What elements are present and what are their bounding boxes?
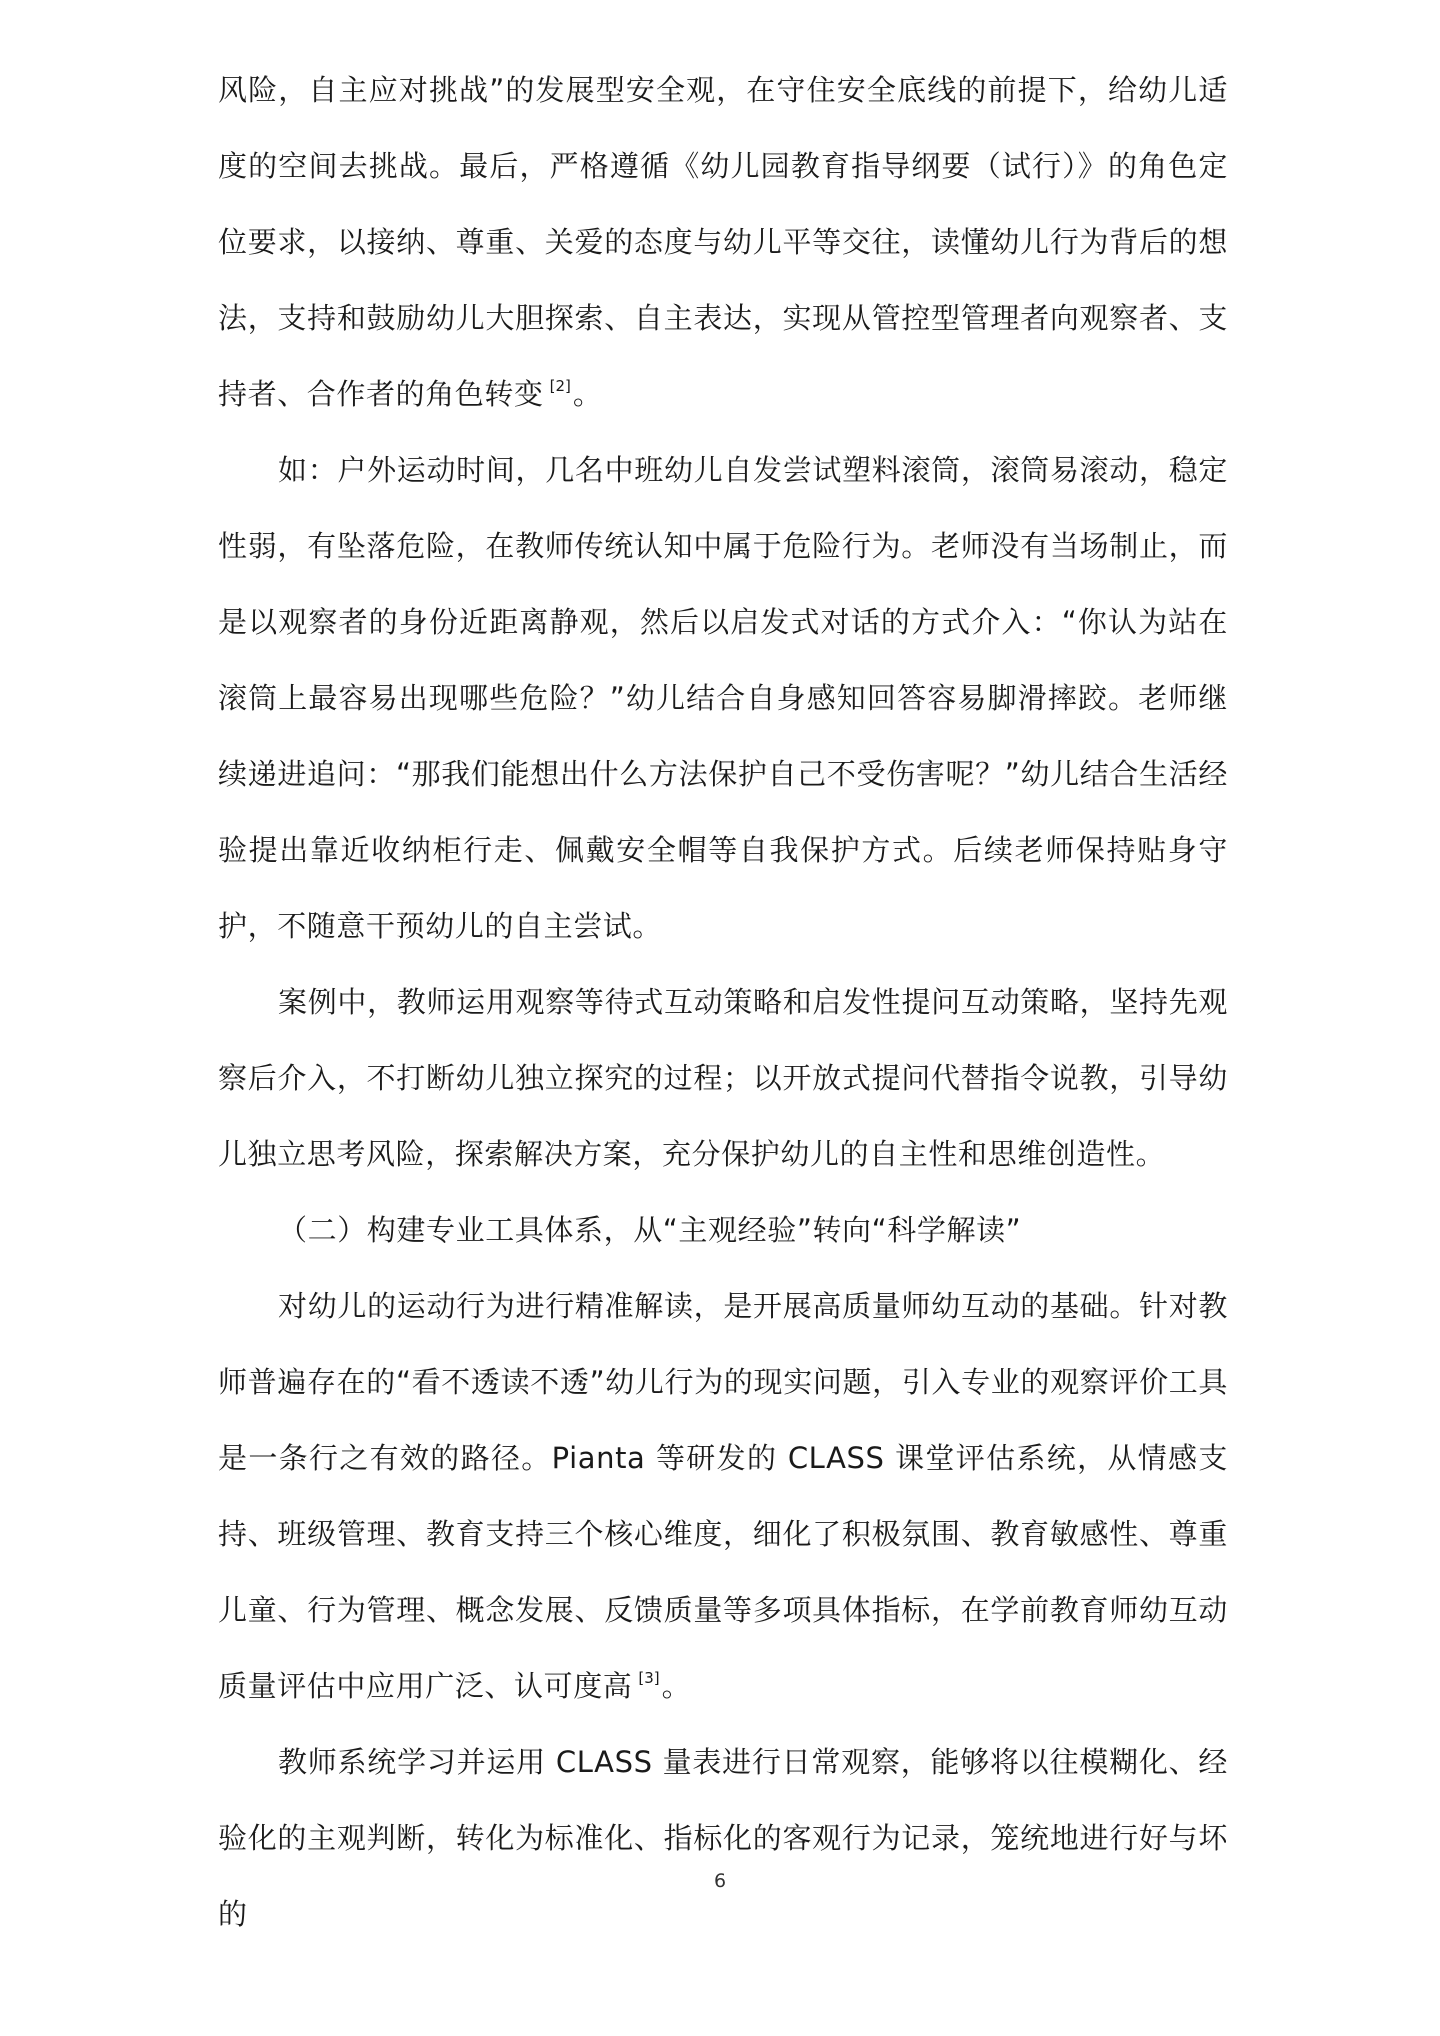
page-number: 6 <box>713 1870 727 1892</box>
paragraph-tools <box>218 1268 1228 1724</box>
paragraph-text: 案例中，教师运用观察等待式互动策略和启发性提问互动策略，坚持先观察后介入，不打断幼儿独立探究的过程；以开放式提问代替指令说教，引导幼儿独立思考风险，探索解决方案，充分保护幼儿的自主性和思维创造性。 <box>218 985 1228 1171</box>
paragraph-text: 教师系统学习并运用 CLASS 量表进行日常观察，能够将以往模糊化、经验化的主观判断，转化为标准化、指标化的客观行为记录，笼统地进行好与坏的 <box>218 1745 1228 1931</box>
citation-ref-3: [3] <box>638 1669 660 1687</box>
paragraph-analysis <box>218 964 1228 1192</box>
section-heading <box>218 1192 1228 1268</box>
paragraph-class-usage <box>218 1724 1228 1952</box>
paragraph-text: 风险，自主应对挑战”的发展型安全观，在守住安全底线的前提下，给幼儿适度的空间去挑战。最后，严格遵循《幼儿园教育指导纲要（试行）》的角色定位要求，以接纳、尊重、关爱的态度与幼儿平等交往，读懂幼儿行为背后的想法，支持和鼓励幼儿大胆探索、自主表达，实现从管控型管理者向观察者、支持者、合作者的角色转变 <box>218 73 1228 411</box>
paragraph-text: 如：户外运动时间，几名中班幼儿自发尝试塑料滚筒，滚筒易滚动，稳定性弱，有坠落危险，在教师传统认知中属于危险行为。老师没有当场制止，而是以观察者的身份近距离静观，然后以启发式对话的方式介入：“你认为站在滚筒上最容易出现哪些危险？”幼儿结合自身感知回答容易脚滑摔跤。老师继续递进追问：“那我们能想出什么方法保护自己不受伤害呢？”幼儿结合生活经验提出靠近收纳柜行走、佩戴安全帽等自我保护方式。后续老师保持贴身守护，不随意干预幼儿的自主尝试。 <box>218 453 1228 943</box>
paragraph-example <box>218 432 1228 964</box>
citation-ref-2: [2] <box>549 377 571 395</box>
paragraph-continuation <box>218 52 1228 432</box>
body-text <box>218 52 1228 1952</box>
paragraph-end: 。 <box>661 1669 692 1703</box>
section-heading-text: （二）构建专业工具体系，从“主观经验”转向“科学解读” <box>278 1213 1022 1247</box>
paragraph-end: 。 <box>572 377 603 411</box>
paragraph-text: 对幼儿的运动行为进行精准解读，是开展高质量师幼互动的基础。针对教师普遍存在的“看不透读不透”幼儿行为的现实问题，引入专业的观察评价工具是一条行之有效的路径。Pianta 等研发的 CLASS 课堂评估系统，从情感支持、班级管理、教育支持三个核心维度，细化了积极氛围、教育敏感性、尊重儿童、行为管理、概念发展、反馈质量等多项具体指标，在学前教育师幼互动质量评估中应用广泛、认可度高 <box>218 1289 1228 1703</box>
